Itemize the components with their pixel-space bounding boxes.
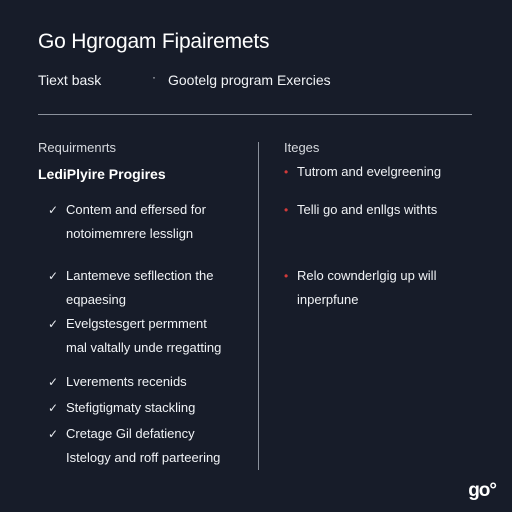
requirement-text-line: Contem and effersed for bbox=[66, 202, 206, 217]
requirement-item bbox=[48, 370, 250, 394]
checkmark-icon: ✓ bbox=[48, 269, 59, 283]
requirement-item bbox=[48, 198, 250, 246]
program-label: Gootelg program Exercies bbox=[168, 72, 331, 88]
horizontal-divider bbox=[38, 114, 472, 115]
subheader-row bbox=[38, 72, 472, 92]
requirement-text-line: Evelgstesgert permment bbox=[66, 316, 207, 331]
images-column-header: Iteges bbox=[284, 140, 320, 155]
image-text-line: Relo cownderlgig up will bbox=[297, 268, 437, 283]
requirement-text-line: mal valtally unde rregatting bbox=[66, 340, 222, 355]
requirement-item bbox=[48, 422, 250, 470]
requirements-column-header: Requirmenrts bbox=[38, 140, 117, 155]
requirement-text-line: Cretage Gil defatiency bbox=[66, 426, 195, 441]
logo-text: go° bbox=[468, 480, 496, 501]
bullet-icon: • bbox=[284, 203, 289, 217]
requirement-text-line: Lverements recenids bbox=[66, 374, 187, 389]
requirement-text-line: eqpaesing bbox=[66, 292, 126, 307]
requirement-text-line: Istelogy and roff parteering bbox=[66, 450, 221, 465]
image-text-line: Tutrom and evelgreening bbox=[297, 164, 442, 179]
image-item bbox=[284, 160, 474, 184]
separator-dot: · bbox=[152, 70, 156, 84]
image-text-line: Telli go and enllgs withts bbox=[297, 202, 438, 217]
bullet-icon: • bbox=[284, 269, 289, 283]
requirement-item bbox=[48, 312, 250, 360]
bullet-icon: • bbox=[284, 165, 289, 179]
image-item bbox=[284, 264, 474, 312]
page-title: Go Hgrogam Fipairemets bbox=[38, 30, 270, 53]
requirement-item bbox=[48, 264, 250, 312]
text-task-label: Tiext bask bbox=[38, 72, 102, 88]
image-item bbox=[284, 198, 474, 222]
checkmark-icon: ✓ bbox=[48, 427, 59, 441]
checkmark-icon: ✓ bbox=[48, 375, 59, 389]
image-text-line: inperpfune bbox=[297, 292, 359, 307]
requirement-text-line: notoimemrere lesslign bbox=[66, 226, 194, 241]
vertical-divider bbox=[258, 142, 259, 470]
requirement-text-line: Stefigtigmaty stackling bbox=[66, 400, 196, 415]
section-title: LediPlyire Progires bbox=[38, 166, 166, 182]
requirement-item bbox=[48, 396, 250, 420]
checkmark-icon: ✓ bbox=[48, 203, 59, 217]
checkmark-icon: ✓ bbox=[48, 317, 59, 331]
checkmark-icon: ✓ bbox=[48, 401, 59, 415]
requirement-text-line: Lantemeve sefllection the bbox=[66, 268, 214, 283]
